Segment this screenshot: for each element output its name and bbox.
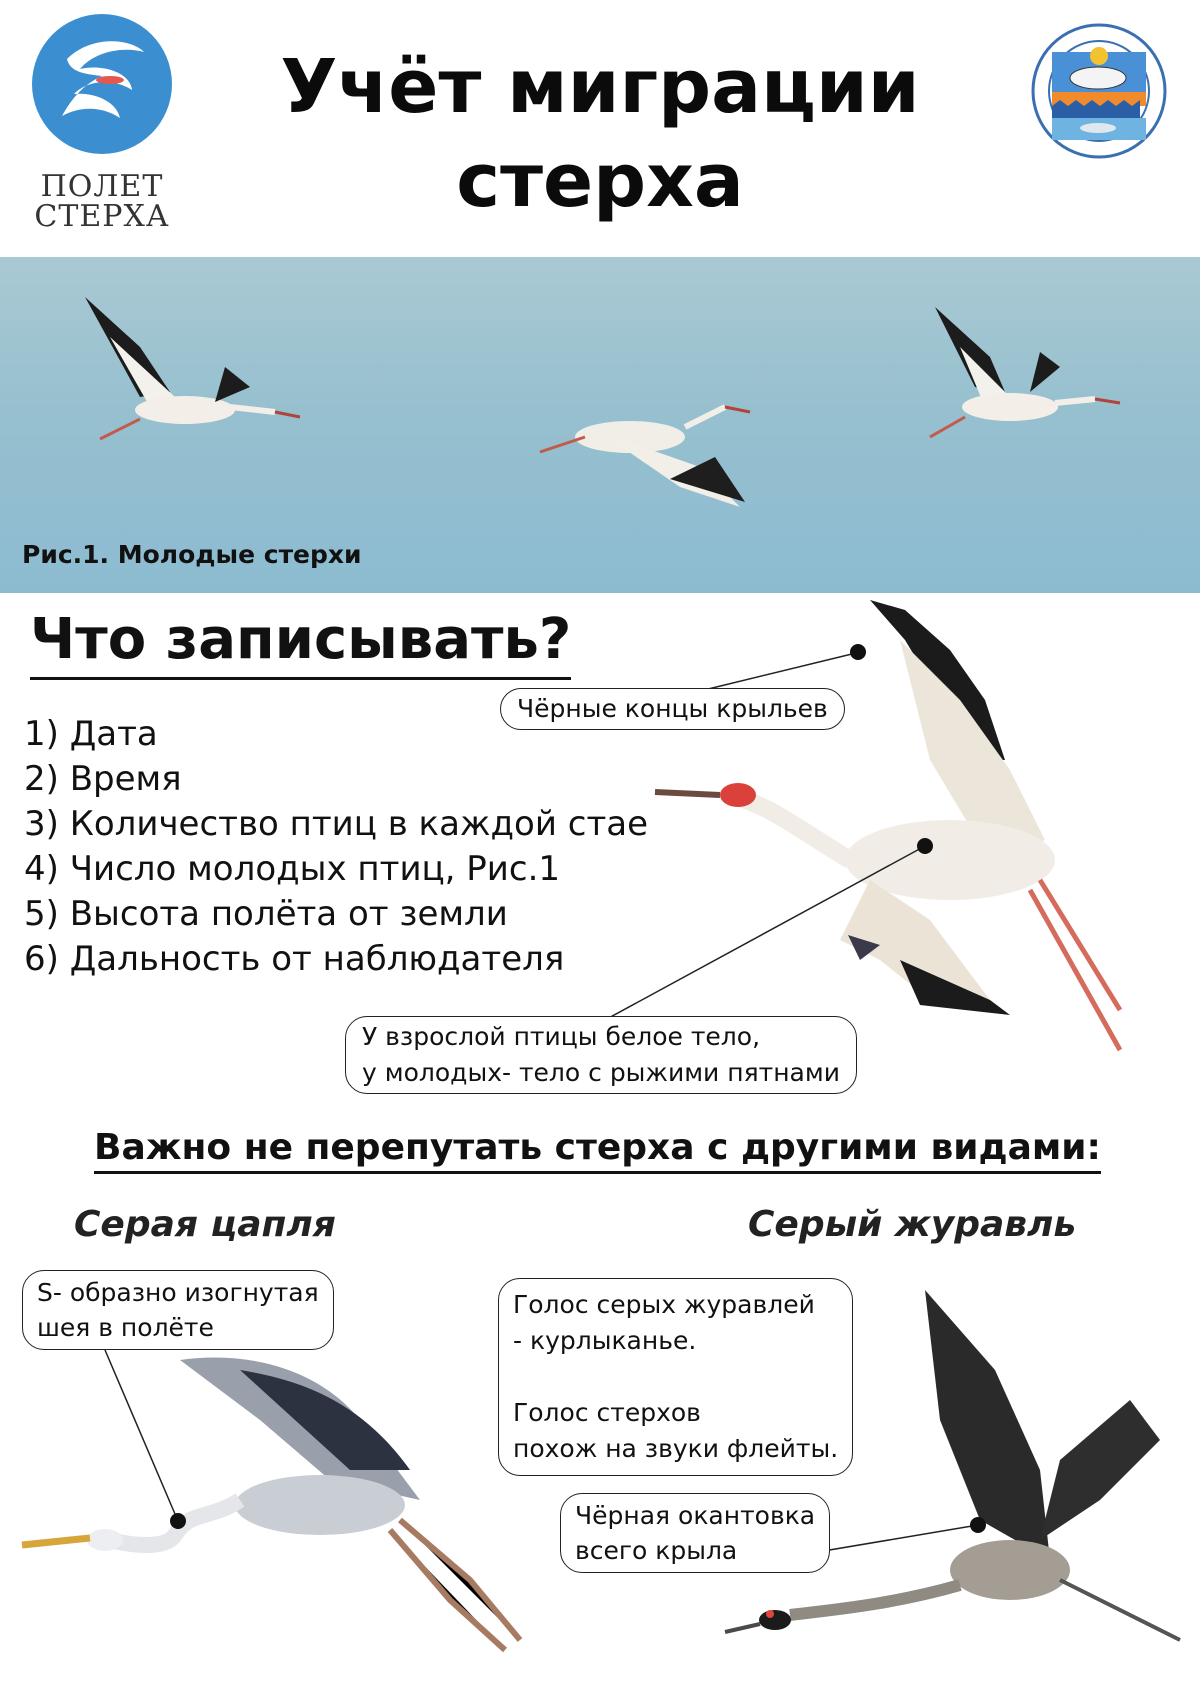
crane-callout-line2: всего крыла xyxy=(575,1536,738,1565)
callout-body-line2: у молодых- тело с рыжими пятнами xyxy=(362,1058,840,1087)
title-line1: Учёт миграции xyxy=(280,44,920,130)
voice-line1: Голос серых журавлей xyxy=(513,1290,815,1319)
record-heading: Что записывать? xyxy=(30,605,571,680)
grey-heron-icon xyxy=(22,1358,520,1651)
heron-callout-line1: S- образно изогнутая xyxy=(37,1278,319,1307)
heron-callout-line2: шея в полёте xyxy=(37,1313,214,1342)
title-line2: стерха xyxy=(456,138,744,224)
crane-name: Серый журавль xyxy=(748,1204,1077,1245)
logo-text-line2: СТЕРХА xyxy=(34,199,170,234)
compare-heading: Важно не перепутать стерха с другими видами: xyxy=(94,1125,1101,1174)
voice-line4: похож на звуки флейты. xyxy=(513,1434,839,1463)
list-item: 1) Дата xyxy=(24,714,158,754)
voice-line3: Голос стерхов xyxy=(513,1398,701,1427)
callout-heron-neck xyxy=(22,1270,334,1350)
list-item: 6) Дальность от наблюдателя xyxy=(24,939,565,979)
list-item: 4) Число молодых птиц, Рис.1 xyxy=(24,849,561,889)
crane-callout-line1: Чёрная окантовка xyxy=(575,1501,816,1530)
callout-crane-voice xyxy=(498,1278,853,1476)
heron-name: Серая цапля xyxy=(74,1204,336,1245)
list-item: 5) Высота полёта от земли xyxy=(24,894,508,934)
list-item: 2) Время xyxy=(24,759,182,799)
callout-body-line1: У взрослой птицы белое тело, xyxy=(362,1022,761,1051)
voice-line2: - курлыканье. xyxy=(513,1326,697,1355)
list-item: 3) Количество птиц в каждой стае xyxy=(24,804,649,844)
callout-black-wingtips: Чёрные концы крыльев xyxy=(500,688,845,730)
callout-crane-wing-edge xyxy=(560,1493,830,1573)
logo-text-line1: ПОЛЕТ xyxy=(40,169,164,204)
banner-caption: Рис.1. Молодые стерхи xyxy=(22,540,362,569)
